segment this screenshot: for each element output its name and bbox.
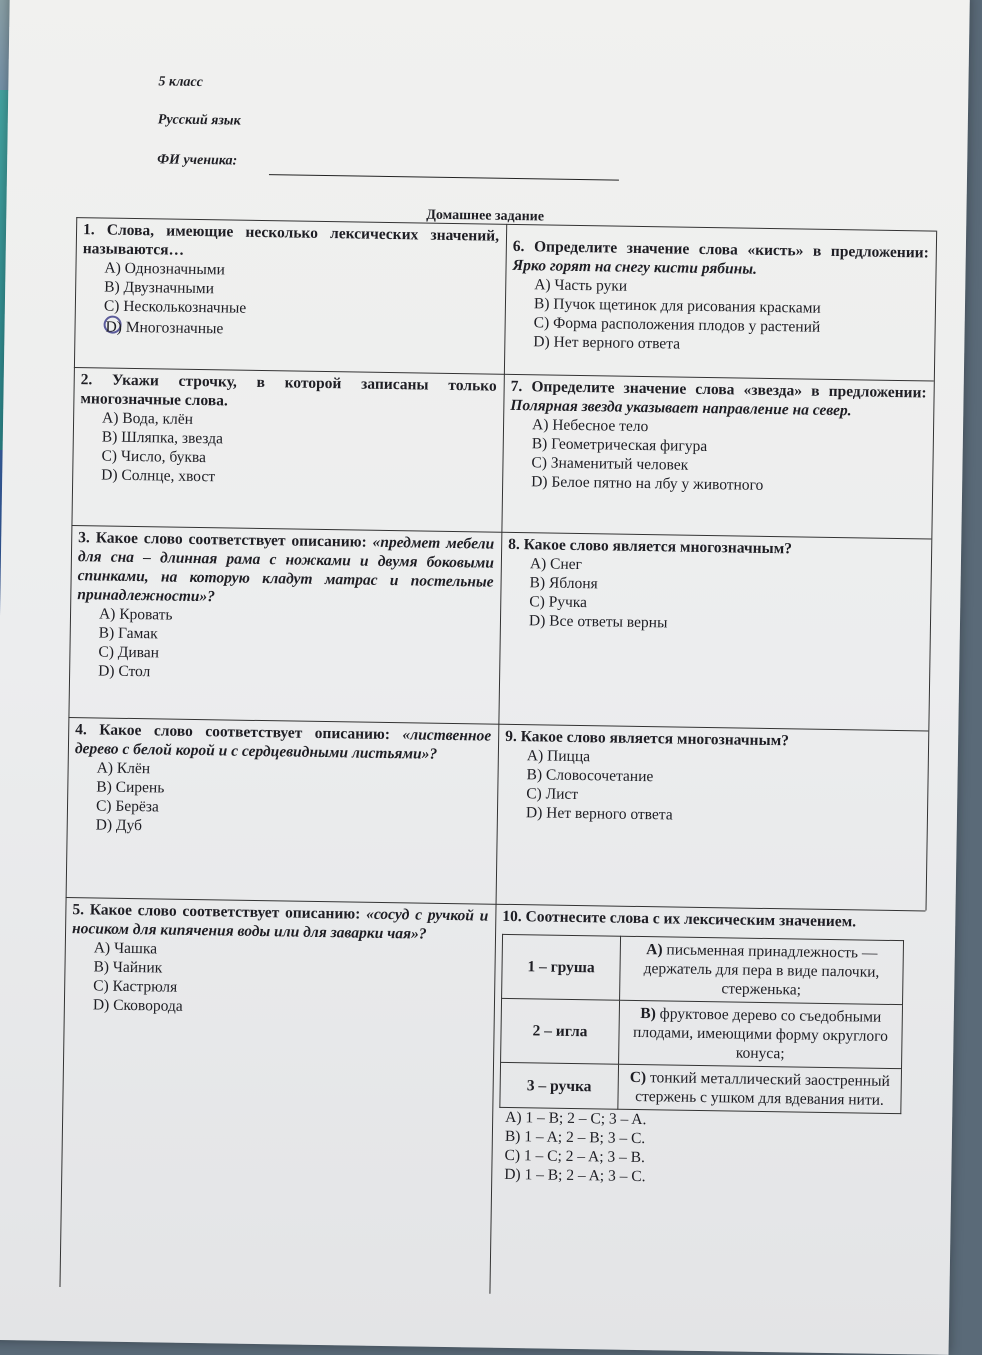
grade-label: 5 класс bbox=[158, 74, 204, 91]
question-10 bbox=[489, 904, 935, 1301]
option-b[interactable]: B) Пучок щетинок для рисования красками bbox=[533, 295, 821, 317]
matching-row bbox=[500, 1062, 902, 1113]
option-b[interactable]: B) Чайник bbox=[93, 958, 163, 977]
answer-options bbox=[498, 1108, 925, 1191]
answer-options bbox=[71, 938, 488, 1021]
option-d[interactable]: D) Солнце, хвост bbox=[101, 466, 216, 486]
option-a[interactable]: A) Кровать bbox=[98, 605, 173, 624]
question-text: Соотнесите слова с их лексическим значением. bbox=[525, 908, 857, 931]
option-d[interactable]: D) Дуб bbox=[95, 816, 143, 835]
question-1 bbox=[74, 217, 506, 374]
question-number: 2. bbox=[80, 371, 93, 389]
question-quote: Полярная звезда указывает направление на север. bbox=[510, 396, 852, 420]
option-b[interactable]: B) Шляпка, звезда bbox=[101, 428, 224, 448]
question-number: 5. bbox=[72, 901, 85, 919]
option-b[interactable]: B) Геометрическая фигура bbox=[531, 435, 708, 456]
option-a[interactable]: A) Небесное тело bbox=[531, 416, 649, 436]
question-number: 7. bbox=[510, 377, 523, 396]
option-a[interactable]: A) Снег bbox=[529, 555, 583, 574]
meaning-letter: C) bbox=[629, 1068, 647, 1087]
meaning-text: тонкий металлический заостренный стержень с ушком для вдевания нити. bbox=[635, 1069, 891, 1109]
questions-table bbox=[59, 217, 936, 1300]
option-b[interactable]: B) Гамак bbox=[98, 624, 158, 643]
page-title: Домашнее задание bbox=[426, 207, 545, 225]
option-b[interactable]: B) Двузначными bbox=[104, 278, 215, 298]
option-c[interactable]: C) Несколькозначные bbox=[103, 297, 247, 317]
question-number: 1. bbox=[82, 221, 95, 239]
option-a[interactable]: A) 1 – B; 2 – C; 3 – A. bbox=[505, 1108, 647, 1129]
option-b[interactable]: B) Яблоня bbox=[529, 574, 598, 593]
question-number: 10. bbox=[502, 907, 522, 926]
option-d[interactable]: D) Белое пятно на лбу у животного bbox=[531, 473, 764, 494]
option-d[interactable]: D) Многозначные bbox=[105, 318, 224, 338]
matching-word: 3 – ручка bbox=[500, 1062, 619, 1109]
option-d[interactable]: D) Сковорода bbox=[92, 996, 183, 1015]
option-c[interactable]: C) Форма расположения плодов у растений bbox=[533, 314, 821, 336]
question-text: Какое слово является многозначным? bbox=[523, 536, 793, 558]
option-b[interactable]: B) Сирень bbox=[96, 778, 165, 797]
question-quote: «лиственное дерево с белой корой и с сердцевидными листьями»? bbox=[74, 726, 492, 763]
option-a[interactable]: A) Часть руки bbox=[534, 276, 628, 295]
student-name-label: ФИ ученика: bbox=[157, 152, 238, 169]
answer-options bbox=[509, 415, 926, 498]
question-number: 9. bbox=[505, 727, 517, 746]
question-quote: «предмет мебели для сна – длинная рама с ножками и двумя боковыми спинками, на которую кладут матрас и постельные принадлежности»? bbox=[77, 533, 495, 606]
option-d[interactable]: D) Все ответы верны bbox=[528, 612, 668, 632]
question-4 bbox=[66, 717, 499, 904]
option-d[interactable]: D) Стол bbox=[98, 662, 151, 681]
student-name-line[interactable] bbox=[269, 174, 619, 180]
option-d[interactable]: D) Нет верного ответа bbox=[533, 333, 681, 353]
option-c[interactable]: C) Кастрюля bbox=[93, 977, 178, 996]
answer-options bbox=[74, 758, 491, 841]
question-7 bbox=[501, 374, 933, 539]
question-quote: Ярко горят на снегу кисти рябины. bbox=[512, 256, 758, 278]
matching-word: 1 – груша bbox=[502, 934, 621, 1000]
option-b[interactable]: B) Словосочетание bbox=[526, 766, 654, 786]
meaning-text: фруктовое дерево со съедобными плодами, имеющими форму округлого конуса; bbox=[632, 1005, 889, 1063]
meaning-text: письменная принадлежность — держатель для пера в виде палочки, стерженька; bbox=[643, 941, 880, 999]
option-a[interactable]: A) Вода, клён bbox=[101, 409, 194, 428]
option-c[interactable]: C) 1 – C; 2 – A; 3 – B. bbox=[504, 1146, 646, 1167]
question-text: Какое слово соответствует описанию: bbox=[95, 529, 367, 551]
answer-options bbox=[76, 604, 493, 687]
option-c[interactable]: C) Знаменитый человек bbox=[531, 454, 689, 474]
matching-row bbox=[502, 934, 904, 1004]
answer-options bbox=[81, 258, 498, 343]
matching-meaning bbox=[618, 1064, 902, 1113]
matching-meaning bbox=[620, 936, 904, 1004]
question-text: Укажи строчку, в которой записаны только многозначные слова. bbox=[80, 371, 497, 410]
matching-table bbox=[499, 934, 904, 1114]
option-b[interactable]: B) 1 – A; 2 – B; 3 – C. bbox=[504, 1127, 646, 1148]
option-a[interactable]: A) Клён bbox=[96, 759, 151, 778]
question-6 bbox=[504, 234, 936, 381]
question-number: 4. bbox=[75, 721, 87, 739]
question-number: 3. bbox=[78, 529, 91, 547]
question-text: Какое слово соответствует описанию: bbox=[99, 721, 391, 744]
question-5 bbox=[62, 897, 495, 1104]
option-c[interactable]: C) Лист bbox=[526, 785, 579, 804]
question-text: Определите значение слова «кисть» в предложении: bbox=[533, 238, 929, 262]
question-2 bbox=[71, 367, 503, 532]
answer-options bbox=[504, 746, 921, 829]
option-c[interactable]: C) Ручка bbox=[529, 593, 588, 612]
answer-options bbox=[507, 554, 924, 637]
meaning-letter: A) bbox=[646, 941, 663, 959]
question-9 bbox=[496, 724, 929, 911]
question-number: 8. bbox=[508, 535, 520, 554]
meaning-letter: B) bbox=[640, 1005, 657, 1023]
answer-options bbox=[511, 275, 928, 358]
option-d[interactable]: D) 1 – B; 2 – A; 3 – C. bbox=[504, 1165, 646, 1186]
option-a[interactable]: A) Однозначными bbox=[104, 259, 226, 279]
question-text: Слова, имеющие несколько лексических значений, называются… bbox=[82, 221, 500, 259]
question-text: Определите значение слова «звезда» в предложении: bbox=[531, 378, 927, 402]
option-a[interactable]: A) Пицца bbox=[526, 747, 591, 766]
question-text: Какое слово является многозначным? bbox=[520, 728, 790, 750]
matching-meaning bbox=[619, 1000, 903, 1068]
question-text: Какое слово соответствует описанию: bbox=[89, 901, 361, 923]
option-d[interactable]: D) Нет верного ответа bbox=[525, 804, 673, 824]
subject-label: Русский язык bbox=[157, 112, 241, 129]
question-number: 6. bbox=[512, 237, 525, 256]
option-c[interactable]: C) Число, буква bbox=[101, 447, 207, 467]
matching-row bbox=[501, 998, 903, 1068]
option-c[interactable]: C) Диван bbox=[98, 643, 160, 662]
option-a[interactable]: A) Чашка bbox=[93, 939, 158, 958]
question-8 bbox=[498, 532, 931, 731]
question-quote: «сосуд с ручкой и носиком для кипячения воды или для заварки чая»? bbox=[71, 905, 489, 943]
question-3 bbox=[68, 525, 501, 724]
answer-options bbox=[79, 408, 496, 491]
matching-word: 2 – игла bbox=[501, 998, 620, 1064]
option-c[interactable]: C) Берёза bbox=[95, 797, 159, 816]
